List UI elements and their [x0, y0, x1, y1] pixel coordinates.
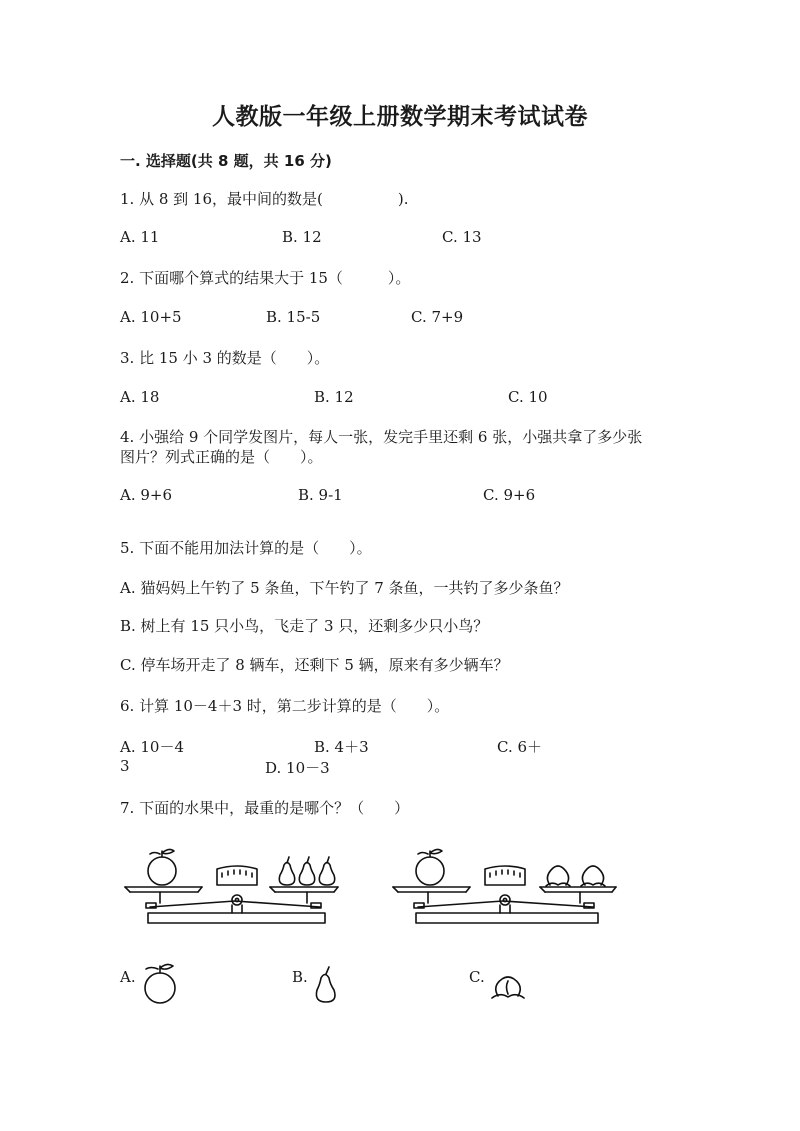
question-4-option-a[interactable]: A. 9+6 [120, 486, 173, 504]
question-4-option-b[interactable]: B. 9-1 [298, 486, 343, 504]
balance-scale-apple-vs-peaches [388, 845, 618, 935]
question-7-option-c[interactable]: C. [469, 968, 485, 986]
question-4-stem-line-1: 4. 小强给 9 个同学发图片，每人一张，发完手里还剩 6 张，小强共拿了多少张 [120, 428, 643, 446]
question-7-option-b[interactable]: B. [292, 968, 308, 986]
question-4-stem-line-2: 图片？列式正确的是（ ）。 [120, 448, 323, 466]
peach-icon [486, 972, 530, 1006]
question-6-option-b[interactable]: B. 4＋3 [314, 738, 369, 756]
question-2-option-b[interactable]: B. 15-5 [266, 308, 321, 326]
question-7-option-a[interactable]: A. [120, 968, 136, 986]
question-7-stem: 7. 下面的水果中，最重的是哪个？（ ） [120, 799, 410, 817]
question-6-stem: 6. 计算 10－4＋3 时，第二步计算的是（ ）。 [120, 697, 450, 715]
question-5-option-b[interactable]: B. 树上有 15 只小鸟，飞走了 3 只，还剩多少只小鸟？ [120, 617, 489, 635]
question-1-stem: 1. 从 8 到 16，最中间的数是( ). [120, 190, 409, 208]
question-3-option-c[interactable]: C. 10 [508, 388, 548, 406]
question-2-stem: 2. 下面哪个算式的结果大于 15（ ）。 [120, 269, 411, 287]
question-6-option-a[interactable]: A. 10－4 [120, 738, 184, 756]
question-5-stem: 5. 下面不能用加法计算的是（ ）。 [120, 539, 372, 557]
question-1-option-c[interactable]: C. 13 [442, 228, 482, 246]
question-2-option-c[interactable]: C. 7+9 [411, 308, 464, 326]
apple-icon [138, 962, 184, 1006]
question-5-option-a[interactable]: A. 猫妈妈上午钓了 5 条鱼，下午钓了 7 条鱼，一共钓了多少条鱼？ [120, 579, 569, 597]
balance-scale-apple-vs-pears [120, 845, 340, 935]
question-3-option-b[interactable]: B. 12 [314, 388, 354, 406]
pear-icon [308, 964, 344, 1006]
question-4-option-c[interactable]: C. 9+6 [483, 486, 536, 504]
question-2-option-a[interactable]: A. 10+5 [120, 308, 182, 326]
question-5-option-c[interactable]: C. 停车场开走了 8 辆车，还剩下 5 辆，原来有多少辆车？ [120, 656, 509, 674]
exam-title: 人教版一年级上册数学期末考试试卷 [212, 104, 588, 130]
question-1-option-a[interactable]: A. 11 [120, 228, 160, 246]
question-6-option-c[interactable]: C. 6＋ [497, 738, 543, 756]
question-1-option-b[interactable]: B. 12 [282, 228, 322, 246]
question-3-option-a[interactable]: A. 18 [120, 388, 160, 406]
question-6-option-d[interactable]: D. 10－3 [265, 759, 330, 777]
section-heading: 一. 选择题(共 8 题，共 16 分) [120, 152, 332, 170]
question-6-option-c-continued: 3 [120, 757, 130, 775]
question-3-stem: 3. 比 15 小 3 的数是（ ）。 [120, 349, 330, 367]
